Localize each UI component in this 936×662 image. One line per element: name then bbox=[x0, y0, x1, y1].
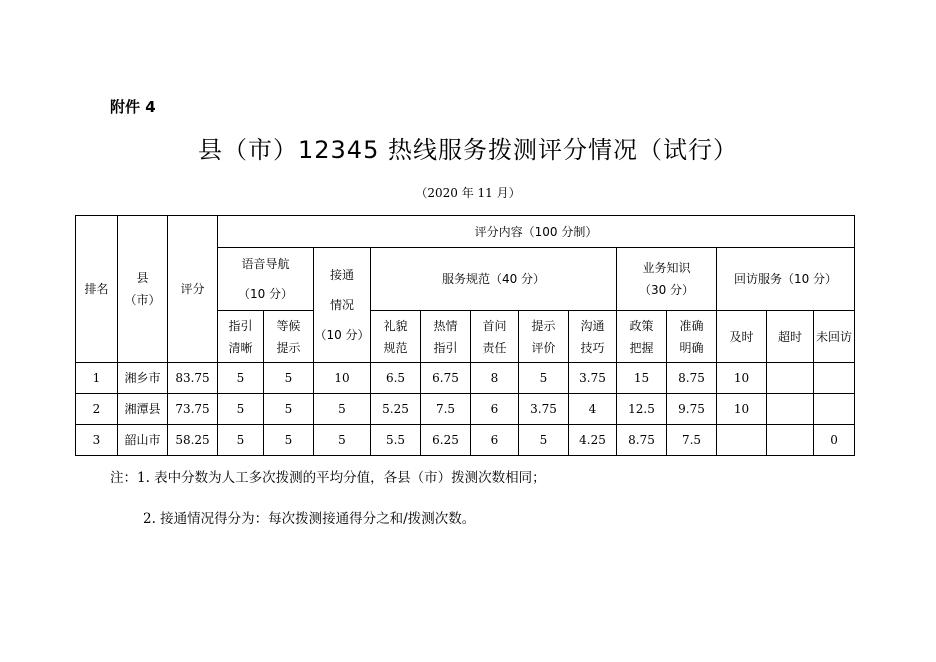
cell-value: 5 bbox=[519, 363, 569, 394]
cell-value: 8.75 bbox=[617, 425, 667, 456]
cell-value: 6.25 bbox=[421, 425, 471, 456]
header-voice-nav bbox=[218, 248, 314, 311]
sub-header-line: 提示 bbox=[276, 340, 301, 355]
header-connect-line1: 接通 bbox=[329, 268, 354, 282]
note-2: 2. 接通情况得分为：每次拨测接通得分之和/拨测次数。 bbox=[143, 511, 476, 527]
cell-rank: 2 bbox=[76, 394, 118, 425]
sub-header-line: 明确 bbox=[679, 340, 704, 355]
cell-value: 4.25 bbox=[569, 425, 617, 456]
sub-header-callback: 及时 bbox=[717, 311, 767, 363]
sub-header bbox=[471, 311, 519, 363]
cell-value: 5 bbox=[264, 394, 314, 425]
cell-value bbox=[717, 425, 767, 456]
sub-header-line: 责任 bbox=[482, 340, 507, 355]
cell-value: 7.5 bbox=[667, 425, 717, 456]
cell-value: 10 bbox=[717, 363, 767, 394]
cell-value: 10 bbox=[717, 394, 767, 425]
sub-header-line: 沟通 bbox=[580, 318, 605, 333]
sub-header bbox=[264, 311, 314, 363]
sub-header-line: 清晰 bbox=[228, 340, 253, 355]
cell-score: 58.25 bbox=[168, 425, 218, 456]
sub-header bbox=[617, 311, 667, 363]
header-connect-line3: （10 分） bbox=[314, 328, 370, 342]
header-county bbox=[118, 216, 168, 363]
cell-value: 5.25 bbox=[371, 394, 421, 425]
header-voice-line1: 语音导航 bbox=[241, 257, 290, 271]
cell-county: 湘乡市 bbox=[118, 363, 168, 394]
cell-score: 83.75 bbox=[168, 363, 218, 394]
cell-value: 5.5 bbox=[371, 425, 421, 456]
table-row bbox=[76, 394, 855, 425]
cell-value: 6.75 bbox=[421, 363, 471, 394]
sub-header-line: 指引 bbox=[228, 318, 253, 333]
header-connect-line2: 情况 bbox=[329, 298, 354, 312]
cell-value bbox=[767, 394, 814, 425]
sub-header-line: 等候 bbox=[276, 318, 301, 333]
cell-value: 10 bbox=[314, 363, 371, 394]
header-connect bbox=[314, 248, 371, 363]
sub-header bbox=[519, 311, 569, 363]
cell-value: 5 bbox=[314, 425, 371, 456]
cell-value: 6.5 bbox=[371, 363, 421, 394]
cell-value: 6 bbox=[471, 425, 519, 456]
sub-header-callback: 超时 bbox=[767, 311, 814, 363]
header-knowledge-line2: （30 分） bbox=[638, 283, 695, 297]
header-county-line2: （市） bbox=[124, 293, 161, 307]
sub-header-line: 热情 bbox=[433, 318, 458, 333]
cell-value: 9.75 bbox=[667, 394, 717, 425]
document-title: 县（市）12345 热线服务拨测评分情况（试行） bbox=[198, 136, 738, 164]
sub-header-line: 评价 bbox=[531, 340, 556, 355]
cell-value: 5 bbox=[314, 394, 371, 425]
cell-value: 5 bbox=[264, 425, 314, 456]
cell-value: 4 bbox=[569, 394, 617, 425]
table-row bbox=[76, 425, 855, 456]
sub-header-line: 礼貌 bbox=[383, 318, 408, 333]
sub-header bbox=[218, 311, 264, 363]
sub-header-line: 准确 bbox=[679, 318, 704, 333]
cell-value: 6 bbox=[471, 394, 519, 425]
cell-value: 5 bbox=[218, 394, 264, 425]
document-date: （2020 年 11 月） bbox=[415, 186, 521, 200]
cell-value: 3.75 bbox=[569, 363, 617, 394]
cell-value: 8.75 bbox=[667, 363, 717, 394]
header-content: 评分内容（100 分制） bbox=[218, 216, 855, 248]
cell-value: 5 bbox=[264, 363, 314, 394]
sub-header bbox=[371, 311, 421, 363]
sub-header-line: 提示 bbox=[531, 318, 556, 333]
score-table bbox=[75, 215, 855, 456]
cell-value bbox=[767, 363, 814, 394]
header-service: 服务规范（40 分） bbox=[371, 248, 617, 311]
cell-rank: 3 bbox=[76, 425, 118, 456]
cell-value: 12.5 bbox=[617, 394, 667, 425]
header-voice-line2: （10 分） bbox=[237, 287, 294, 301]
table-row bbox=[76, 363, 855, 394]
header-knowledge-line1: 业务知识 bbox=[642, 261, 691, 275]
cell-value bbox=[814, 394, 855, 425]
sub-header-line: 首问 bbox=[482, 318, 507, 333]
header-knowledge bbox=[617, 248, 717, 311]
header-callback: 回访服务（10 分） bbox=[717, 248, 855, 311]
header-score: 评分 bbox=[168, 216, 218, 363]
sub-header-line: 把握 bbox=[629, 340, 654, 355]
sub-header-line: 政策 bbox=[629, 318, 654, 333]
cell-value: 7.5 bbox=[421, 394, 471, 425]
attachment-label: 附件 4 bbox=[110, 98, 156, 116]
sub-header-line: 规范 bbox=[383, 340, 408, 355]
sub-header-callback: 未回访 bbox=[814, 311, 855, 363]
cell-value bbox=[814, 363, 855, 394]
cell-value: 15 bbox=[617, 363, 667, 394]
sub-header-line: 技巧 bbox=[580, 340, 605, 355]
sub-header bbox=[421, 311, 471, 363]
sub-header bbox=[667, 311, 717, 363]
header-county-line1: 县 bbox=[136, 271, 149, 285]
header-rank: 排名 bbox=[76, 216, 118, 363]
cell-value bbox=[767, 425, 814, 456]
cell-county: 湘潭县 bbox=[118, 394, 168, 425]
cell-value: 5 bbox=[519, 425, 569, 456]
cell-value: 0 bbox=[814, 425, 855, 456]
cell-value: 5 bbox=[218, 425, 264, 456]
cell-score: 73.75 bbox=[168, 394, 218, 425]
sub-header-line: 指引 bbox=[433, 340, 458, 355]
cell-rank: 1 bbox=[76, 363, 118, 394]
cell-county: 韶山市 bbox=[118, 425, 168, 456]
cell-value: 3.75 bbox=[519, 394, 569, 425]
note-1: 注：1. 表中分数为人工多次拨测的平均分值，各县（市）拨测次数相同； bbox=[110, 470, 546, 486]
cell-value: 8 bbox=[471, 363, 519, 394]
sub-header bbox=[569, 311, 617, 363]
cell-value: 5 bbox=[218, 363, 264, 394]
